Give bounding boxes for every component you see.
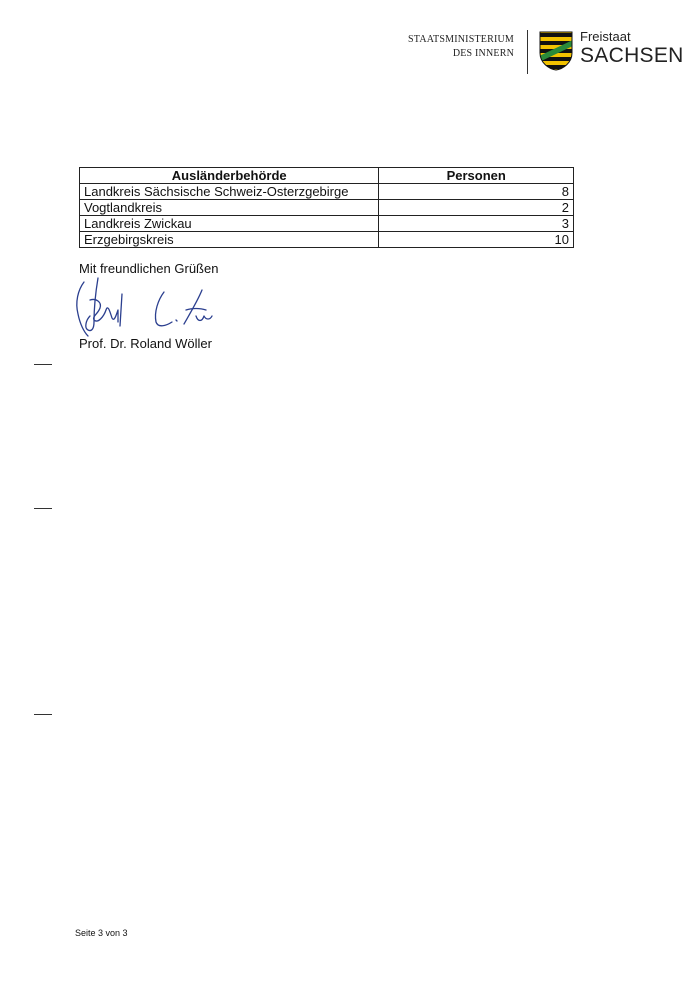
persons-cell: 10	[379, 232, 574, 248]
signer-name: Prof. Dr. Roland Wöller	[79, 336, 212, 351]
authority-cell: Landkreis Zwickau	[80, 216, 379, 232]
authority-cell: Vogtlandkreis	[80, 200, 379, 216]
punch-mark	[34, 508, 52, 509]
table-row	[80, 200, 574, 216]
persons-cell: 2	[379, 200, 574, 216]
authority-cell: Landkreis Sächsische Schweiz-Osterzgebirge	[80, 184, 379, 200]
table-row	[80, 232, 574, 248]
table-header-row	[80, 168, 574, 184]
authority-cell: Erzgebirgskreis	[80, 232, 379, 248]
state-wordmark	[580, 30, 684, 68]
persons-cell: 8	[379, 184, 574, 200]
state-small-label: Freistaat	[580, 29, 631, 44]
ministry-name	[408, 33, 514, 61]
saxony-crest-icon	[539, 31, 573, 71]
persons-cell: 3	[379, 216, 574, 232]
column-header-authority: Ausländerbehörde	[80, 168, 379, 184]
header-divider	[527, 30, 528, 74]
state-big-label: SACHSEN	[580, 44, 684, 67]
authority-table	[79, 167, 574, 248]
fold-mark	[34, 364, 52, 365]
fold-mark	[34, 714, 52, 715]
handwritten-signature	[72, 276, 222, 340]
table-row	[80, 216, 574, 232]
column-header-persons: Personen	[379, 168, 574, 184]
closing-greeting: Mit freundlichen Grüßen	[79, 261, 219, 276]
ministry-line-2: DES INNERN	[452, 48, 514, 59]
page-number: Seite 3 von 3	[75, 928, 128, 938]
table-row	[80, 184, 574, 200]
ministry-line-1: STAATSMINISTERIUM	[408, 34, 514, 45]
